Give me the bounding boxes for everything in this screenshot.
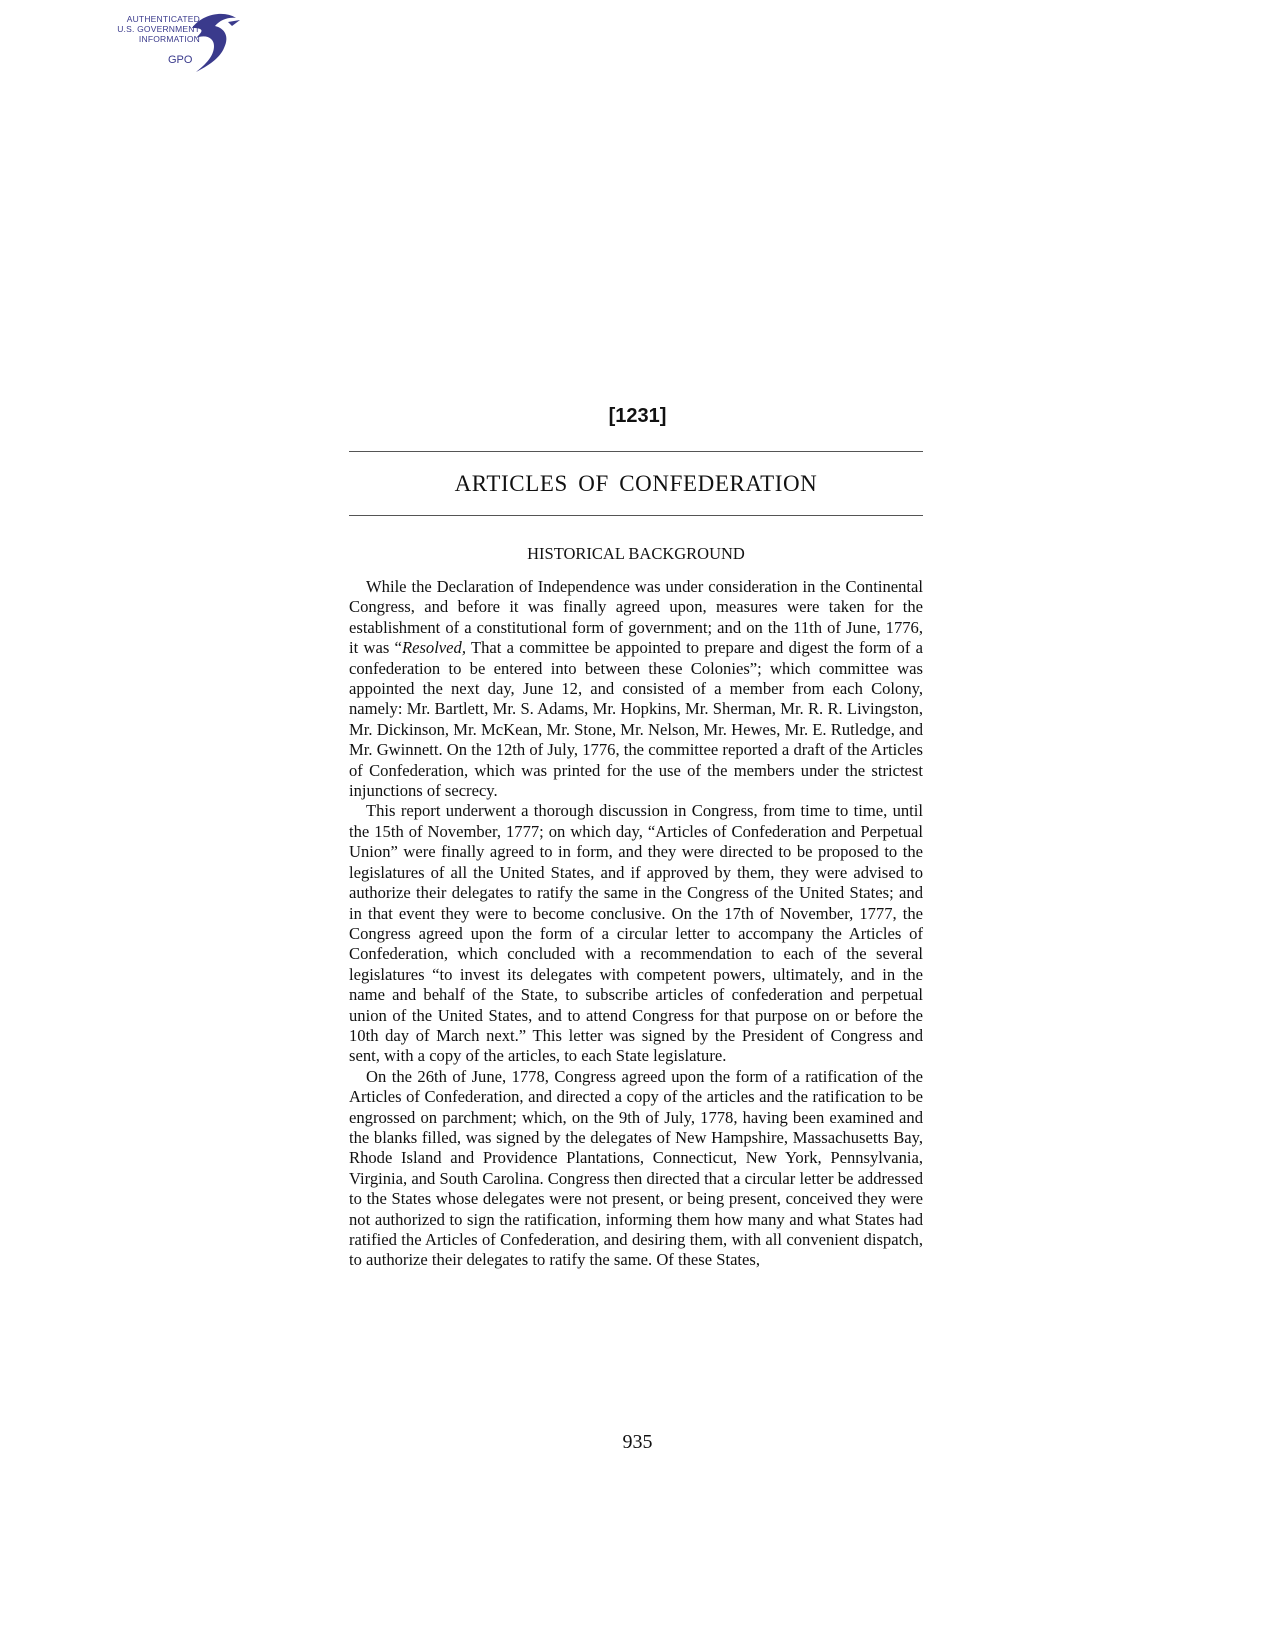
- section-heading: HISTORICAL BACKGROUND: [527, 544, 745, 563]
- seal-line-authenticated: AUTHENTICATED: [126, 14, 200, 24]
- gpo-authentication-seal: [104, 8, 244, 78]
- eagle-icon: [184, 8, 244, 78]
- seal-gpo-label: GPO: [168, 54, 193, 66]
- paragraph-1-lead: While the Declaration of Independence was under consideration in the Continental Congress, and before it was finally agreed upon, measures were taken for the establishment of a constitutional form of government; and on the 11th of June, 1776, it was “: [349, 577, 923, 658]
- page-number: 935: [622, 1431, 653, 1453]
- paragraph-1: [349, 577, 923, 801]
- title-rule-top: [349, 451, 923, 452]
- paragraph-1-italic: Resolved,: [401, 638, 466, 658]
- paragraph-3: On the 26th of June, 1778, Congress agreed upon the form of a ratification of the Articles of Confederation, and directed a copy of the articles and the ratification to be engrossed on parchment; which, on the 9th of July, 1778, having been examined and the blanks filled, was signed by the delegates of New Hampshire, Massachusetts Bay, Rhode Island and Providence Plantations, Connecticut, New York, Pennsylvania, Virginia, and South Carolina. Congress then directed that a circular letter be addressed to the States whose delegates were not present, or being present, conceived they were not authorized to sign the ratification, informing them how many and what States had ratified the Articles of Confederation, and desiring them, with all convenient dispatch, to authorize their delegates to ratify the same. Of these States,: [349, 1066, 923, 1270]
- paragraph-2: This report underwent a thorough discussion in Congress, from time to time, until the 15th of November, 1777; on which day, “Articles of Confederation and Perpetual Union” were finally agreed to in form, and they were directed to be proposed to the legislatures of all the United States, and if approved by them, they were advised to authorize their delegates to ratify the same in the Congress of the United States; and in that event they were to become conclusive. On the 17th of November, 1777, the Congress agreed upon the form of a circular letter to accompany the Articles of Confederation, which concluded with a recommendation to each of the several legislatures “to invest its delegates with competent powers, ultimately, and in the name and behalf of the State, to subscribe articles of confederation and perpetual union of the United States, and to attend Congress for that purpose on or before the 10th day of March next.” This letter was signed by the President of Congress and sent, with a copy of the articles, to each State legislature.: [349, 801, 923, 1066]
- title-rule-bottom: [349, 515, 923, 516]
- seal-line-government: U.S. GOVERNMENT: [117, 24, 200, 34]
- page-bracket-number: [1231]: [608, 405, 667, 427]
- seal-line-information: INFORMATION: [138, 34, 200, 44]
- document-title: ARTICLES OF CONFEDERATION: [454, 471, 818, 496]
- paragraph-1-rest: That a committee be appointed to prepare and digest the form of a confederation to be entered into between these Colonies”; which committee was appointed the next day, June 12, and consisted of a member from each Colony, namely: Mr. Bartlett, Mr. S. Adams, Mr. Hopkins, Mr. Sherman, Mr. R. R. Livingston, Mr. Dickinson, Mr. McKean, Mr. Stone, Mr. Nelson, Mr. Hewes, Mr. E. Rutledge, and Mr. Gwinnett. On the 12th of July, 1776, the committee reported a draft of the Articles of Confederation, which was printed for the use of the members under the strictest injunctions of secrecy.: [349, 638, 923, 801]
- body-text: [349, 577, 923, 1271]
